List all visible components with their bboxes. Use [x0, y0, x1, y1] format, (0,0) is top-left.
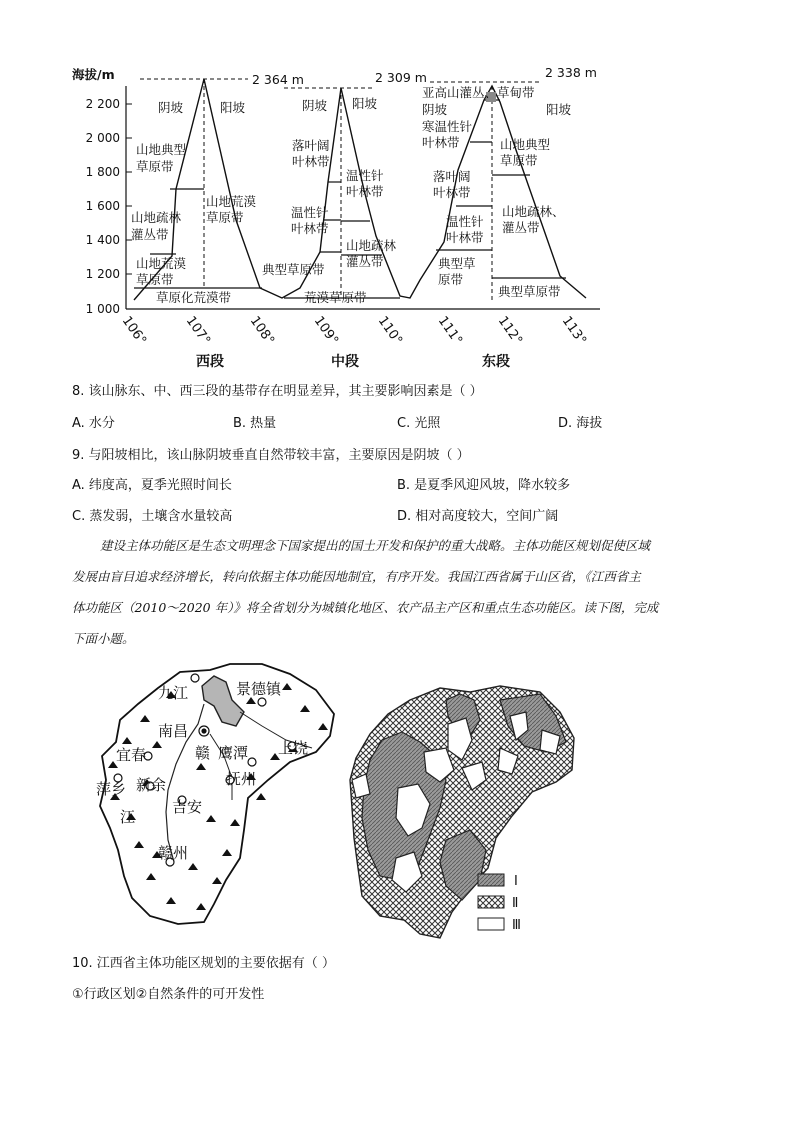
passage-line-2: 发展由盲目追求经济增长，转向依据主体功能因地制宜，有序开发。我国江西省属于山区省，《江西省主 [72, 569, 641, 584]
zone-label: 阳坡 [220, 100, 246, 115]
y-tick-label: 2 200 [85, 97, 120, 111]
zone-label: 典型草 [438, 256, 476, 271]
legend-swatch-2 [478, 896, 504, 908]
zone-label: 叶林带 [346, 184, 384, 199]
x-tick-label: 112° [494, 313, 525, 348]
question-9-stem: 9. 与阳坡相比，该山脉阴坡垂直自然带较丰富，主要原因是阴坡（ ） [72, 448, 470, 463]
zone-label: 阳坡 [352, 96, 378, 111]
city-xinyu: 新余 [136, 776, 167, 794]
section-label-middle: 中段 [331, 354, 359, 370]
city-nanchang: 南昌 [158, 722, 189, 740]
zone-label: 原带 [438, 272, 464, 287]
y-tick-label: 1 800 [85, 165, 120, 179]
zone-label: 叶林带 [291, 221, 329, 236]
city-pingxiang: 萍乡 [96, 780, 127, 798]
zone-label: 亚高山灌丛、草甸带 [422, 85, 535, 100]
peak-label-west: 2 364 m [252, 72, 304, 87]
zone-label: 山地荒漠 [136, 256, 187, 271]
q9-option-d[interactable]: D. 相对高度较大，空间广阔 [397, 509, 559, 524]
q8-option-a[interactable]: A. 水分 [72, 416, 115, 431]
city-jingdezhen: 景德镇 [236, 680, 282, 698]
zone-label: 草原带 [500, 153, 538, 168]
zone-label: 山地疏林、 [502, 204, 565, 219]
zone-label: 草原带 [136, 272, 174, 287]
x-ticks [119, 314, 589, 348]
city-ganzhou: 赣州 [158, 844, 189, 862]
y-tick-label: 1 400 [85, 233, 120, 247]
x-tick-label: 108° [246, 313, 277, 348]
peak-label-east: 2 338 m [545, 65, 597, 80]
passage-line-4: 下面小题。 [72, 631, 135, 646]
zone-label: 山地典型 [136, 142, 187, 157]
city-ji-an: 吉安 [172, 798, 203, 816]
y-tick-label: 1 200 [85, 267, 120, 281]
zone-label: 山地荒漠 [206, 194, 257, 209]
zone-label: 阴坡 [158, 100, 184, 115]
y-tick-label: 1 000 [85, 302, 120, 316]
passage-line-3: 体功能区（2010～2020 年）》将全省划分为城镇化地区、农产品主产区和重点生态功能区。读下图，完成 [72, 600, 659, 615]
city-jiujiang: 九江 [158, 684, 189, 702]
y-tick-label: 1 600 [85, 199, 120, 213]
zone-label: 草原带 [136, 159, 174, 174]
section-label-west: 西段 [196, 354, 224, 370]
zone-label: 落叶阔 [292, 138, 330, 153]
vertical-zone-chart [0, 0, 794, 380]
zone-label: 叶林带 [433, 185, 471, 200]
legend-label-3: Ⅲ [512, 918, 521, 933]
q8-option-b[interactable]: B. 热量 [233, 416, 277, 431]
city-fuzhou: 抚州 [226, 770, 257, 788]
section-label-east: 东段 [482, 354, 510, 370]
q8-option-c[interactable]: C. 光照 [397, 416, 441, 431]
zone-label: 叶林带 [422, 135, 460, 150]
peak-label-middle: 2 309 m [375, 70, 427, 85]
map-legend [478, 874, 521, 933]
city-jiang: 江 [120, 808, 136, 826]
x-tick-label: 109° [310, 313, 341, 348]
y-axis-label: 海拔/m [72, 67, 115, 82]
passage-line-1: 建设主体功能区是生态文明理念下国家提出的国土开发和保护的重大战略。主体功能区规划促使区域 [100, 538, 651, 553]
city-yingtan: 鹰潭 [218, 744, 249, 762]
y-tick-label: 2 000 [85, 131, 120, 145]
city-gan: 赣 [195, 744, 211, 762]
zone-label: 阴坡 [422, 102, 448, 117]
function-zone-map [350, 686, 574, 938]
zone-label: 草原化荒漠带 [156, 290, 232, 305]
x-tick-label: 106° [118, 313, 149, 348]
zone-label: 典型草原带 [262, 262, 325, 277]
x-tick-label: 110° [374, 313, 405, 348]
zone-label: 阴坡 [302, 98, 328, 113]
q9-option-c[interactable]: C. 蒸发弱，土壤含水量较高 [72, 509, 233, 524]
legend-swatch-1 [478, 874, 504, 886]
zone-label: 叶林带 [446, 230, 484, 245]
zone-label: 草原带 [206, 210, 244, 225]
q9-option-b[interactable]: B. 是夏季风迎风坡，降水较多 [397, 478, 571, 493]
zone-label: 山地疏林 [346, 238, 397, 253]
zone-label: 灌丛带 [502, 220, 540, 235]
zone-label: 温性针 [346, 168, 384, 183]
legend-label-2: Ⅱ [512, 896, 519, 911]
x-tick-label: 113° [558, 313, 589, 348]
jiangxi-maps [0, 655, 794, 950]
zone-label: 荒漠草原带 [304, 290, 367, 305]
zone-label: 温性针 [291, 205, 329, 220]
zone-label: 阳坡 [546, 102, 572, 117]
zone-label: 山地疏林 [131, 210, 182, 225]
zone-label: 灌丛带 [346, 254, 384, 269]
zone-label: 寒温性针 [422, 119, 473, 134]
zone-label: 山地典型 [500, 137, 551, 152]
city-shangrao: 上饶 [278, 739, 309, 757]
q8-option-d[interactable]: D. 海拔 [558, 416, 603, 431]
x-tick-label: 111° [434, 313, 465, 348]
zone-label: 灌丛带 [131, 227, 169, 242]
zone-label: 温性针 [446, 214, 484, 229]
legend-label-1: Ⅰ [514, 874, 518, 889]
zone-label: 叶林带 [292, 154, 330, 169]
question-8-stem: 8. 该山脉东、中、西三段的基带存在明显差异，其主要影响因素是（ ） [72, 384, 483, 399]
legend-swatch-3 [478, 918, 504, 930]
question-10-line-2: ①行政区划②自然条件的可开发性 [72, 987, 265, 1002]
y-ticks [86, 97, 132, 316]
x-tick-label: 107° [182, 313, 213, 348]
q9-option-a[interactable]: A. 纬度高，夏季光照时间长 [72, 478, 232, 493]
question-10-stem: 10. 江西省主体功能区规划的主要依据有（ ） [72, 956, 335, 971]
zone-label: 落叶阔 [433, 169, 471, 184]
zone-label: 典型草原带 [498, 284, 561, 299]
city-yichun: 宜春 [116, 746, 147, 764]
